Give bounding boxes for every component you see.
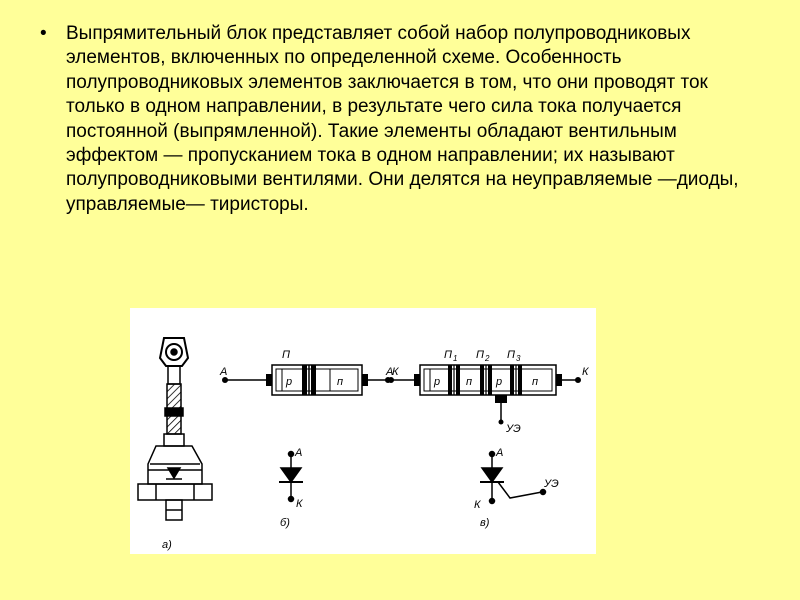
bullet-icon: • — [40, 23, 47, 44]
caption-v: в) — [480, 517, 490, 529]
thyristor-symbol-cathode-label: К — [474, 499, 481, 511]
thyristor-p1-label: р — [434, 376, 441, 388]
thyristor-symbol-anode-label: А — [496, 447, 504, 459]
thyristor-structure — [388, 365, 581, 425]
thyristor-symbol — [480, 452, 546, 504]
thyristor-cathode-label: К — [582, 366, 589, 378]
diode-structure — [222, 365, 394, 395]
body-text: Выпрямительный блок представляет собой набор полупроводниковых элементов, включенных по определенной схеме. Особенность полупроводниковых элементов заключается в том, что они проводят ток только в одном направлении, в результате чего сила тока получается постоянной (выпрямленной). Такие элементы обладают вентильным эффектом — пропусканием тока в одном направлении; их называют полупроводниковыми вентилями. Они делятся на неуправляемые —диоды, управляемые— тиристоры. — [66, 23, 739, 215]
caption-a: а) — [162, 539, 172, 551]
diode-symbol-cathode-label: К — [296, 498, 303, 510]
diode-junction-label: П — [282, 349, 290, 361]
figure-drawing — [130, 308, 596, 554]
thyristor-n2-label: п — [532, 376, 539, 388]
thyristor-j1-sub: 1 — [453, 354, 458, 363]
thyristor-j3-label: П — [507, 349, 515, 361]
thyristor-symbol-gate-label: УЭ — [544, 478, 559, 490]
thyristor-anode-label: А — [386, 366, 394, 378]
thyristor-p2-label: р — [496, 376, 503, 388]
diode-anode-label: А — [220, 366, 228, 378]
diode-n-label: п — [337, 376, 344, 388]
diode-symbol — [279, 452, 303, 502]
thyristor-j2-sub: 2 — [485, 354, 490, 363]
thyristor-j1-label: П — [444, 349, 452, 361]
diode-cathode-label: К — [392, 366, 399, 378]
diode-thyristor-figure — [130, 308, 596, 554]
thyristor-j2-label: П — [476, 349, 484, 361]
device-drawing — [138, 338, 212, 520]
diode-symbol-anode-label: А — [295, 447, 303, 459]
bullet-paragraph — [40, 22, 770, 217]
diode-p-label: р — [286, 376, 293, 388]
thyristor-gate-label: УЭ — [506, 423, 521, 435]
thyristor-n1-label: п — [466, 376, 473, 388]
thyristor-j3-sub: 3 — [516, 354, 521, 363]
caption-b: б) — [280, 517, 290, 529]
